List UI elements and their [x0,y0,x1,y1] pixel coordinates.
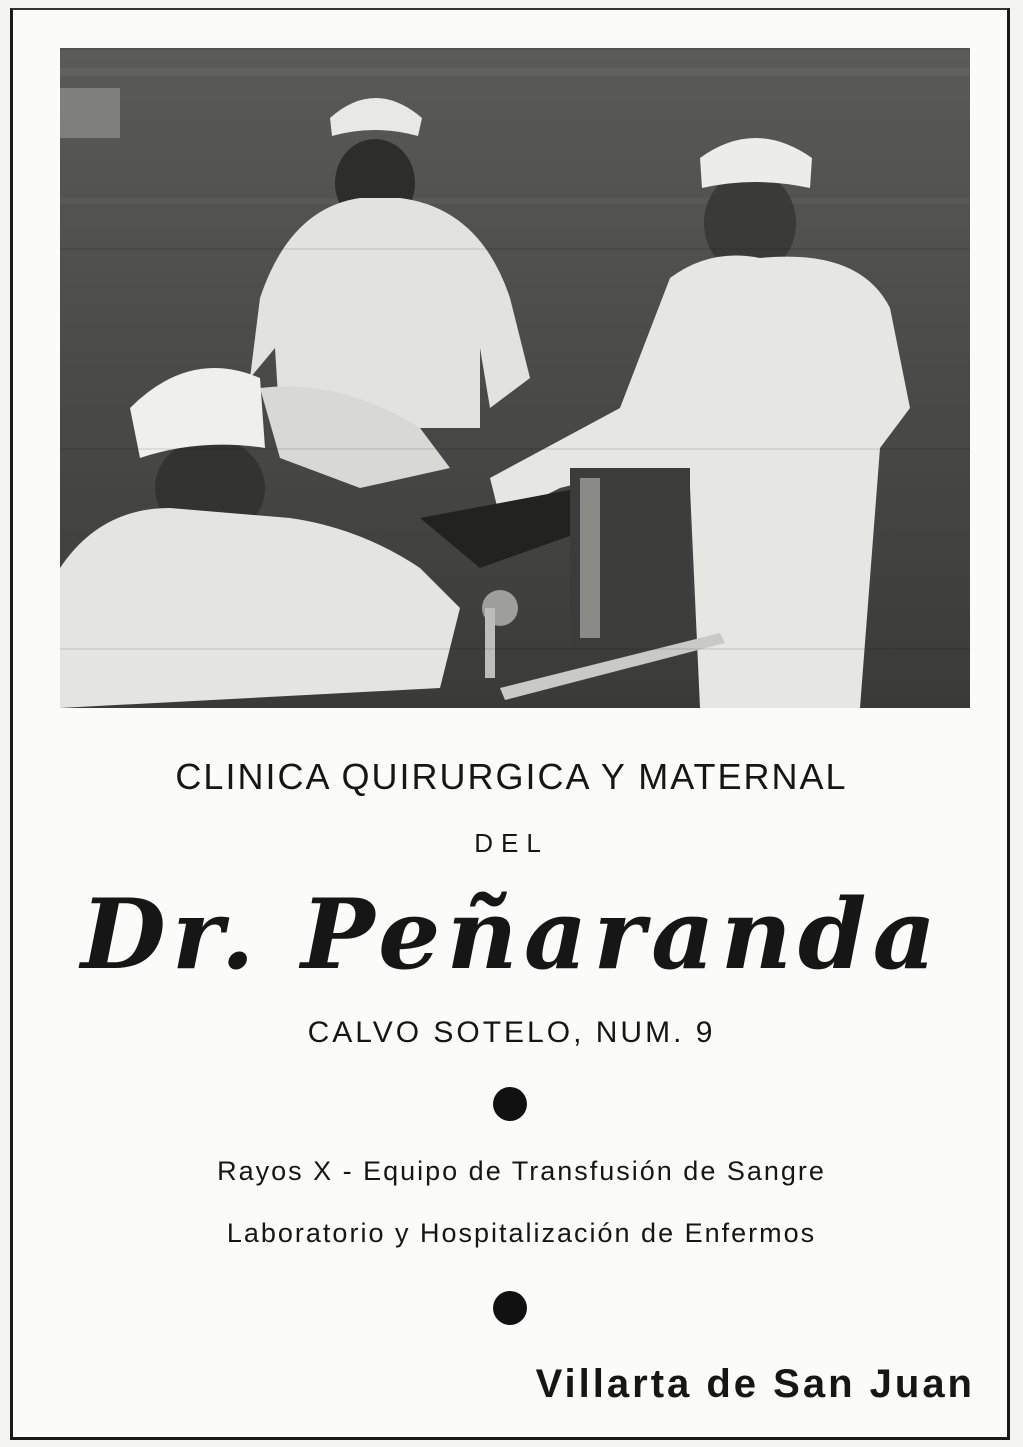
town-name: Villarta de San Juan [535,1362,975,1406]
bullet-dot [493,1291,527,1325]
doctor-name: Dr. Peñaranda [80,878,943,991]
clinic-headline: CLINICA QUIRURGICA Y MATERNAL [175,756,848,797]
service-line-1: Rayos X - Equipo de Transfusión de Sangre [217,1156,826,1186]
surgeons-photo [60,48,970,708]
connector-text: DEL [474,828,549,858]
service-line-2: Laboratorio y Hospitalización de Enfermos [226,1218,817,1248]
bullet-dot [493,1087,527,1121]
address-text: CALVO SOTELO, NUM. 9 [307,1016,716,1049]
